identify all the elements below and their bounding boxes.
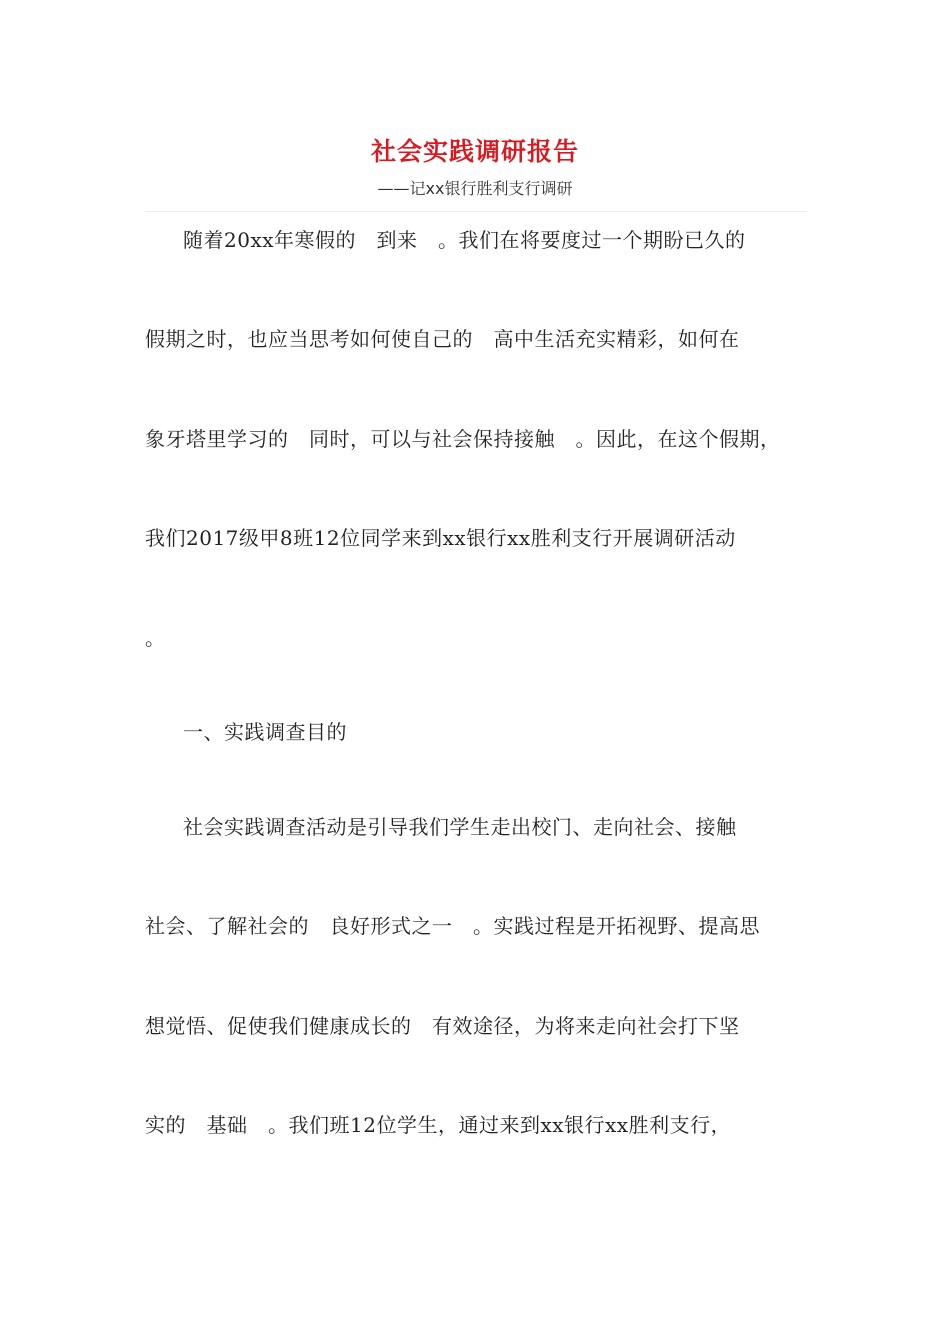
paragraph-line: 实的 基础 。我们班12位学生，通过来到xx银行xx胜利支行， <box>145 1113 732 1137</box>
paragraph-line: 我们2017级甲8班12位同学来到xx银行xx胜利支行开展调研活动 <box>145 526 736 550</box>
paragraph-line: 社会实践调查活动是引导我们学生走出校门、走向社会、接触 <box>183 815 737 839</box>
paragraph-line: 。 <box>145 626 166 650</box>
document-subtitle: ——记xx银行胜利支行调研 <box>377 179 573 198</box>
paragraph-line: 假期之时，也应当思考如何使自己的 高中生活充实精彩，如何在 <box>145 327 740 351</box>
document-title: 社会实践调研报告 <box>370 137 579 166</box>
title-divider <box>145 211 807 212</box>
paragraph-line: 社会、了解社会的 良好形式之一 。实践过程是开拓视野、提高思 <box>145 914 760 938</box>
section-heading: 一、实践调查目的 <box>183 720 347 744</box>
paragraph-line: 想觉悟、促使我们健康成长的 有效途径，为将来走向社会打下坚 <box>145 1014 740 1038</box>
paragraph-line: 随着20xx年寒假的 到来 。我们在将要度过一个期盼已久的 <box>183 228 746 252</box>
paragraph-line: 象牙塔里学习的 同时，可以与社会保持接触 。因此，在这个假期， <box>145 427 781 451</box>
